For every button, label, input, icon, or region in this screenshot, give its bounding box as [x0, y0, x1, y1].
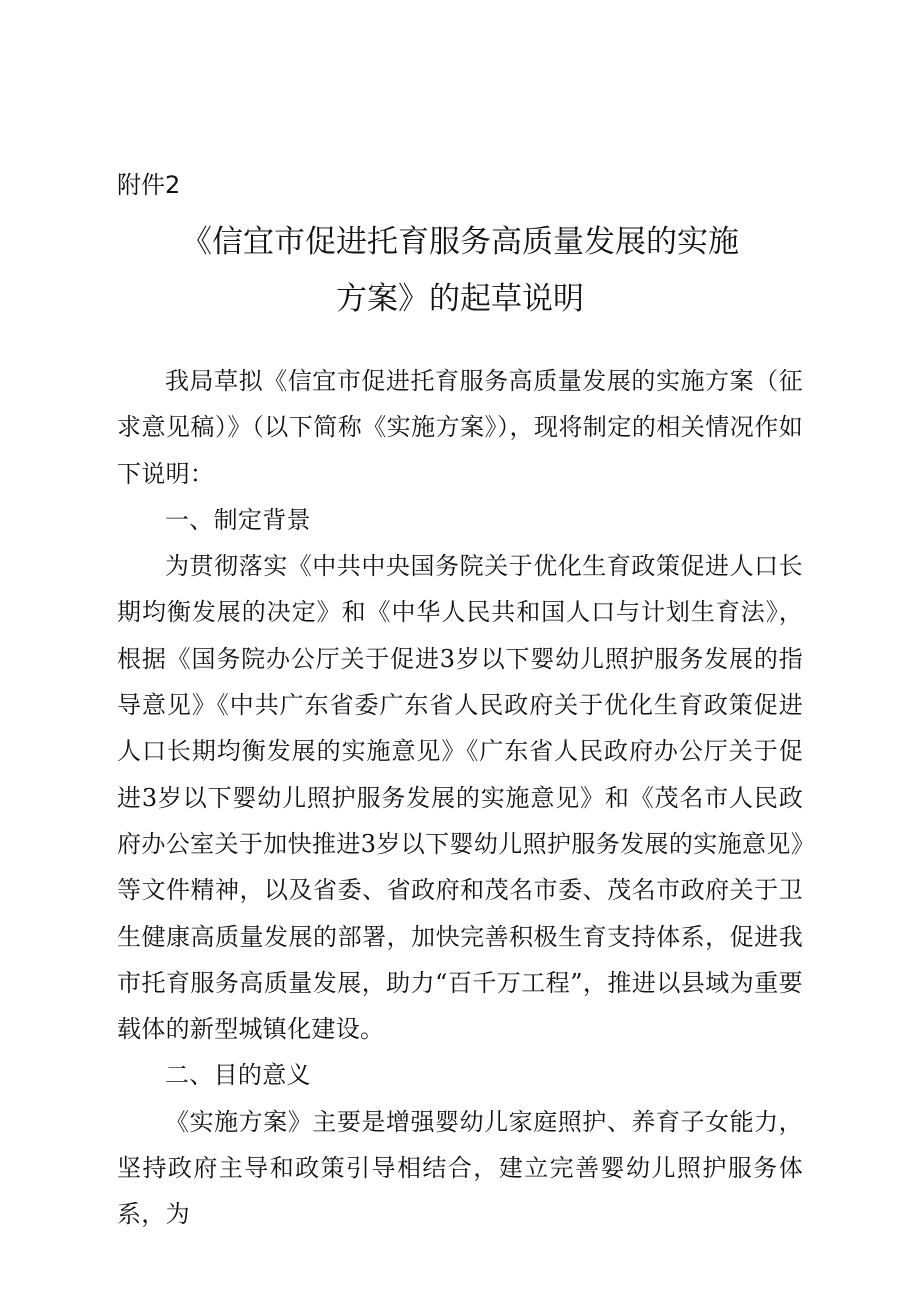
section-body-background: 为贯彻落实《中共中央国务院关于优化生育政策促进人口长期均衡发展的决定》和《中华人民共和国人口与计划生育法》，根据《国务院办公厅关于促进3岁以下婴幼儿照护服务发展的指导意见》《中共广东省委广东省人民政府关于优化生育政策促进人口长期均衡发展的实施意见》《广东省人民政府办公厅关于促进3岁以下婴幼儿照护服务发展的实施意见》和《茂名市人民政府办公室关于加快推进3岁以下婴幼儿照护服务发展的实施意见》等文件精神，以及省委、省政府和茂名市委、茂名市政府关于卫生健康高质量发展的部署，加快完善积极生育支持体系，促进我市托育服务高质量发展，助力“百千万工程”，推进以县域为重要载体的新型城镇化建设。 — [117, 552, 803, 1044]
intro-paragraph: 我局草拟《信宜市促进托育服务高质量发展的实施方案（征求意见稿）》（以下简称《实施方案》），现将制定的相关情况作如下说明： — [117, 367, 803, 488]
document-title-line-2: 方案》的起草说明 — [336, 281, 584, 317]
section-heading-background: 一、制定背景 — [165, 505, 311, 534]
document-body — [117, 358, 803, 1238]
section-body-purpose: 《实施方案》主要是增强婴幼儿家庭照护、养育子女能力，坚持政府主导和政策引导相结合，建立完善婴幼儿照护服务体系，为 — [117, 1107, 803, 1229]
attachment-label: 附件2 — [117, 171, 181, 199]
section-heading-purpose: 二、目的意义 — [165, 1061, 311, 1090]
document-title-line-1: 《信宜市促进托育服务高质量发展的实施 — [181, 224, 739, 260]
